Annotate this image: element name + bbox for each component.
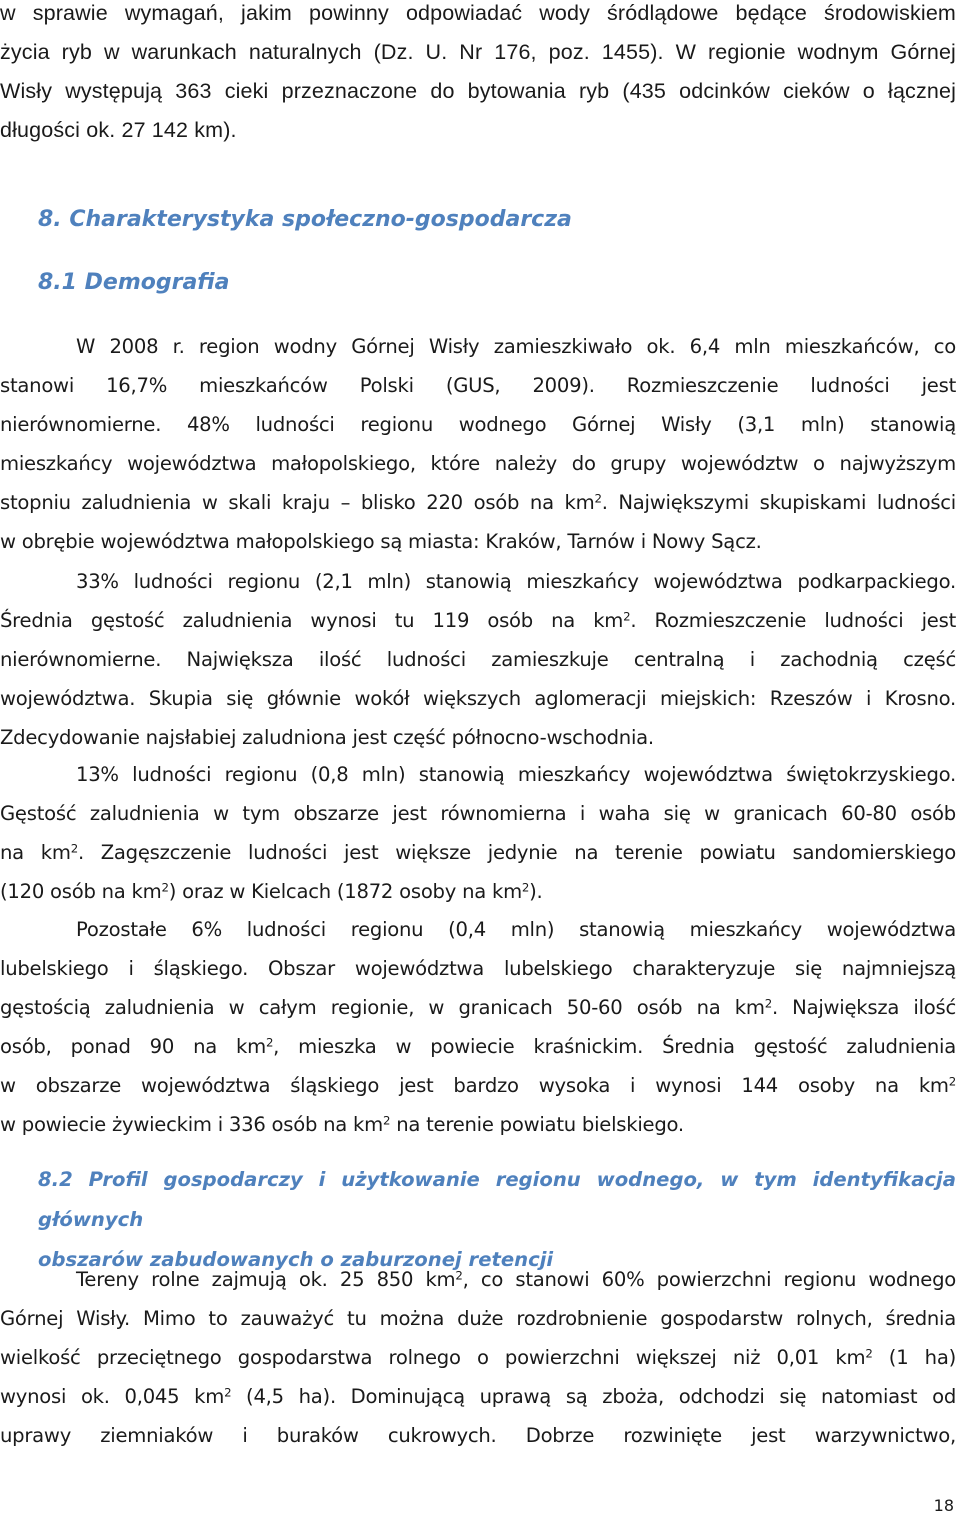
section-heading: 8. Charakterystyka społeczno-gospodarcza [38,207,572,232]
text-line: na $km^2$. Zagęszczenie ludności jest większe jedynie na terenie powiatu sandomierskiego [0,841,956,865]
paragraph-profil-gospodarczy [0,1260,956,1455]
text-line: województwa. Skupia się głównie wokół większych aglomeracji miejskich: Rzeszów i Krosno. [0,687,956,711]
text-line: stanowi 16,7% mieszkańców Polski (GUS, 2009). Rozmieszczenie ludności jest [0,374,956,398]
text-line: Wisły występują 363 cieki przeznaczone do bytowania ryb (435 odcinków cieków o łącznej [0,79,956,104]
intro-paragraph [0,0,956,150]
paragraph-demografia-2 [0,562,956,757]
subsection-heading-demografia: 8.1 Demografia [38,270,230,295]
text-line: w obszarze województwa śląskiego jest bardzo wysoka i wynosi 144 osoby na $km^2$ [0,1074,956,1098]
text-line: w sprawie wymagań, jakim powinny odpowiadać wody śródlądowe będące środowiskiem [0,1,956,25]
text-line: 13% ludności regionu (0,8 mln) stanowią mieszkańcy województwa świętokrzyskiego. [76,763,956,786]
text-line: Średnia gęstość zaludnienia wynosi tu 119 osób na $km^2$. Rozmieszczenie ludności jest [0,609,957,633]
text-line: długości ok. 27 142 km). [0,118,237,143]
text-line: Pozostałe 6% ludności regionu (0,4 mln) stanowią mieszkańcy województwa [76,918,956,941]
paragraph-demografia-1 [0,327,956,562]
text-line: osób, ponad 90 na $km^2$, mieszka w powiecie kraśnickim. Średnia gęstość zaludnienia [0,1035,957,1059]
text-line: stopniu zaludnienia w skali kraju – blisko 220 osób na $km^2$. Największymi skupiskami ludności [0,491,956,515]
heading-line: obszarów zabudowanych o zaburzonej retencji [38,1248,554,1271]
text-line: mieszkańcy województwa małopolskiego, które należy do grupy województw o najwyższym [0,452,956,476]
text-line: W 2008 r. region wodny Górnej Wisły zamieszkiwało ok. 6,4 mln mieszkańców, co [76,335,956,358]
text-line: (120 osób na $km^2$) oraz w Kielcach (1872 osoby na $km^2$). [0,880,543,904]
text-line: Gęstość zaludnienia w tym obszarze jest równomierna i waha się w granicach 60-80 osób [0,802,956,826]
text-line: wynosi ok. 0,045 $km^2$ (4,5 ha). Dominującą uprawą są zboża, odchodzi się natomiast od [0,1385,957,1409]
text-line: 33% ludności regionu (2,1 mln) stanowią mieszkańcy województwa podkarpackiego. [76,570,956,593]
paragraph-demografia-3 [0,755,956,911]
paragraph-demografia-4 [0,910,956,1145]
text-line: lubelskiego i śląskiego. Obszar województwa lubelskiego charakteryzuje się najmniejszą [0,957,956,981]
text-line: życia ryb w warunkach naturalnych (Dz. U. Nr 176, poz. 1455). W regionie wodnym Górnej [0,40,956,65]
heading-line: 8.2 Profil gospodarczy i użytkowanie regionu wodnego, w tym identyfikacja głównych [38,1168,956,1231]
text-line: gęstością zaludnienia w całym regionie, w granicach 50-60 osób na $km^2$. Największa ilość [0,996,956,1020]
text-line: nierównomierne. Największa ilość ludności zamieszkuje centralną i zachodnią część [0,648,956,672]
text-line: Tereny rolne zajmują ok. 25 850 $km^2$, co stanowi 60% powierzchni regionu wodnego [76,1268,956,1291]
text-line: nierównomierne. 48% ludności regionu wodnego Górnej Wisły (3,1 mln) stanowią [0,413,956,437]
text-line: wielkość przeciętnego gospodarstwa rolnego o powierzchni większej niż 0,01 $km^2$ (1 ha) [0,1346,956,1370]
text-line: uprawy ziemniaków i buraków cukrowych. Dobrze rozwinięte jest warzywnictwo, [0,1424,956,1448]
text-line: Zdecydowanie najsłabiej zaludniona jest część północno-wschodnia. [0,726,654,750]
text-line: w obrębie województwa małopolskiego są miasta: Kraków, Tarnów i Nowy Sącz. [0,530,762,554]
text-line: Górnej Wisły. Mimo to zauważyć tu można duże rozdrobnienie gospodarstw rolnych, średnia [0,1307,956,1331]
page-number: 18 [933,1496,954,1515]
text-line: w powiecie żywieckim i 336 osób na $km^2$ na terenie powiatu bielskiego. [0,1113,684,1137]
